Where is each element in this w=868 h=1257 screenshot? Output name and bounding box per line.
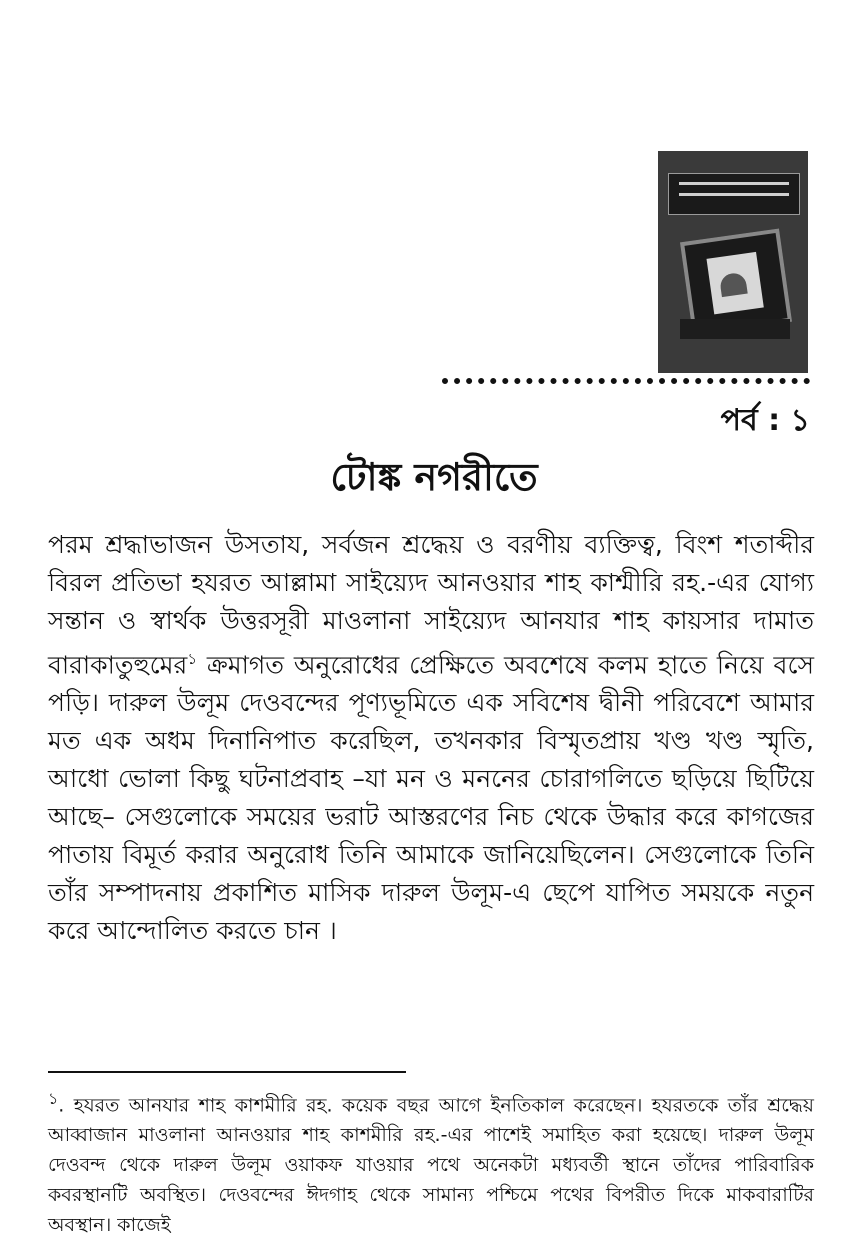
footnote — [48, 1084, 814, 1240]
body-text-part2: ক্রমাগত অনুরোধের প্রেক্ষিতে অবশেষে কলম হাতে নিয়ে বসে পড়ি। দারুল উলূম দেওবন্দের পূণ্যভূমিতে এক সবিশেষ দ্বীনী পরিবেশে আমার মত এক অধম দিনানিপাত করেছিল, তখনকার বিস্মৃতপ্রায় খণ্ড খণ্ড স্মৃতি, আধো ভোলা কিছু ঘটনাপ্রবাহ –যা মন ও মননের চোরাগলিতে ছড়িয়ে ছিটিয়ে আছে– সেগুলোকে সময়ের ভরাট আস্তরণের নিচ থেকে উদ্ধার করে কাগজের পাতায় বিমূর্ত করার অনুরোধ তিনি আমাকে জানিয়েছিলেন। সেগুলোকে তিনি তাঁর সম্পাদনায় প্রকাশিত মাসিক দারুল উলূম-এ ছেপে যাপিত সময়কে নতুন করে আন্দোলিত করতে চান । — [48, 650, 814, 946]
chapter-title: টোঙ্ক নগরীতে — [330, 455, 538, 499]
body-paragraph — [48, 526, 814, 950]
chapter-thumbnail-image — [658, 151, 808, 373]
footnote-rule — [48, 1071, 406, 1073]
dotted-divider — [442, 378, 810, 384]
footnote-reference: ১ — [187, 650, 198, 668]
thumbnail-dark-band — [680, 319, 790, 339]
footnote-mark: ১ — [48, 1089, 59, 1108]
footnote-text: . হযরত আনযার শাহ কাশমীরি রহ. কয়েক বছর আগে ইনতিকাল করেছেন। হযরতকে তাঁর শ্রদ্ধেয় আব্বাজান মাওলানা আনওয়ার শাহ কাশমীরি রহ.-এর পাশেই সমাহিত করা হয়েছে। দারুল উলূম দেওবন্দ থেকে দারুল উলূম ওয়াকফ যাওয়ার পথে অনেকটা মধ্যবর্তী স্থানে তাঁদের পারিবারিক কবরস্থানটি অবস্থিত। দেওবন্দের ঈদগাহ থেকে সামান্য পশ্চিমে পথের বিপরীত দিকে মাকবারাটির অবস্থান। কাজেই — [48, 1094, 814, 1237]
thumbnail-caption-plate — [668, 173, 800, 215]
body-text-part1: পরম শ্রদ্ধাভাজন উসতায, সর্বজন শ্রদ্ধেয় ও বরণীয় ব্যক্তিত্ব, বিংশ শতাব্দীর বিরল প্রতিভা হযরত আল্লামা সাইয়্যেদ আনওয়ার শাহ কাশ্মীরি রহ.-এর যোগ্য সন্তান ও স্বার্থক উত্তরসূরী মাওলানা সাইয়্যেদ আনযার শাহ কায়সার দামাত বারাকাতুহুমের — [48, 530, 814, 680]
episode-label: পর্ব : ১ — [720, 403, 810, 438]
